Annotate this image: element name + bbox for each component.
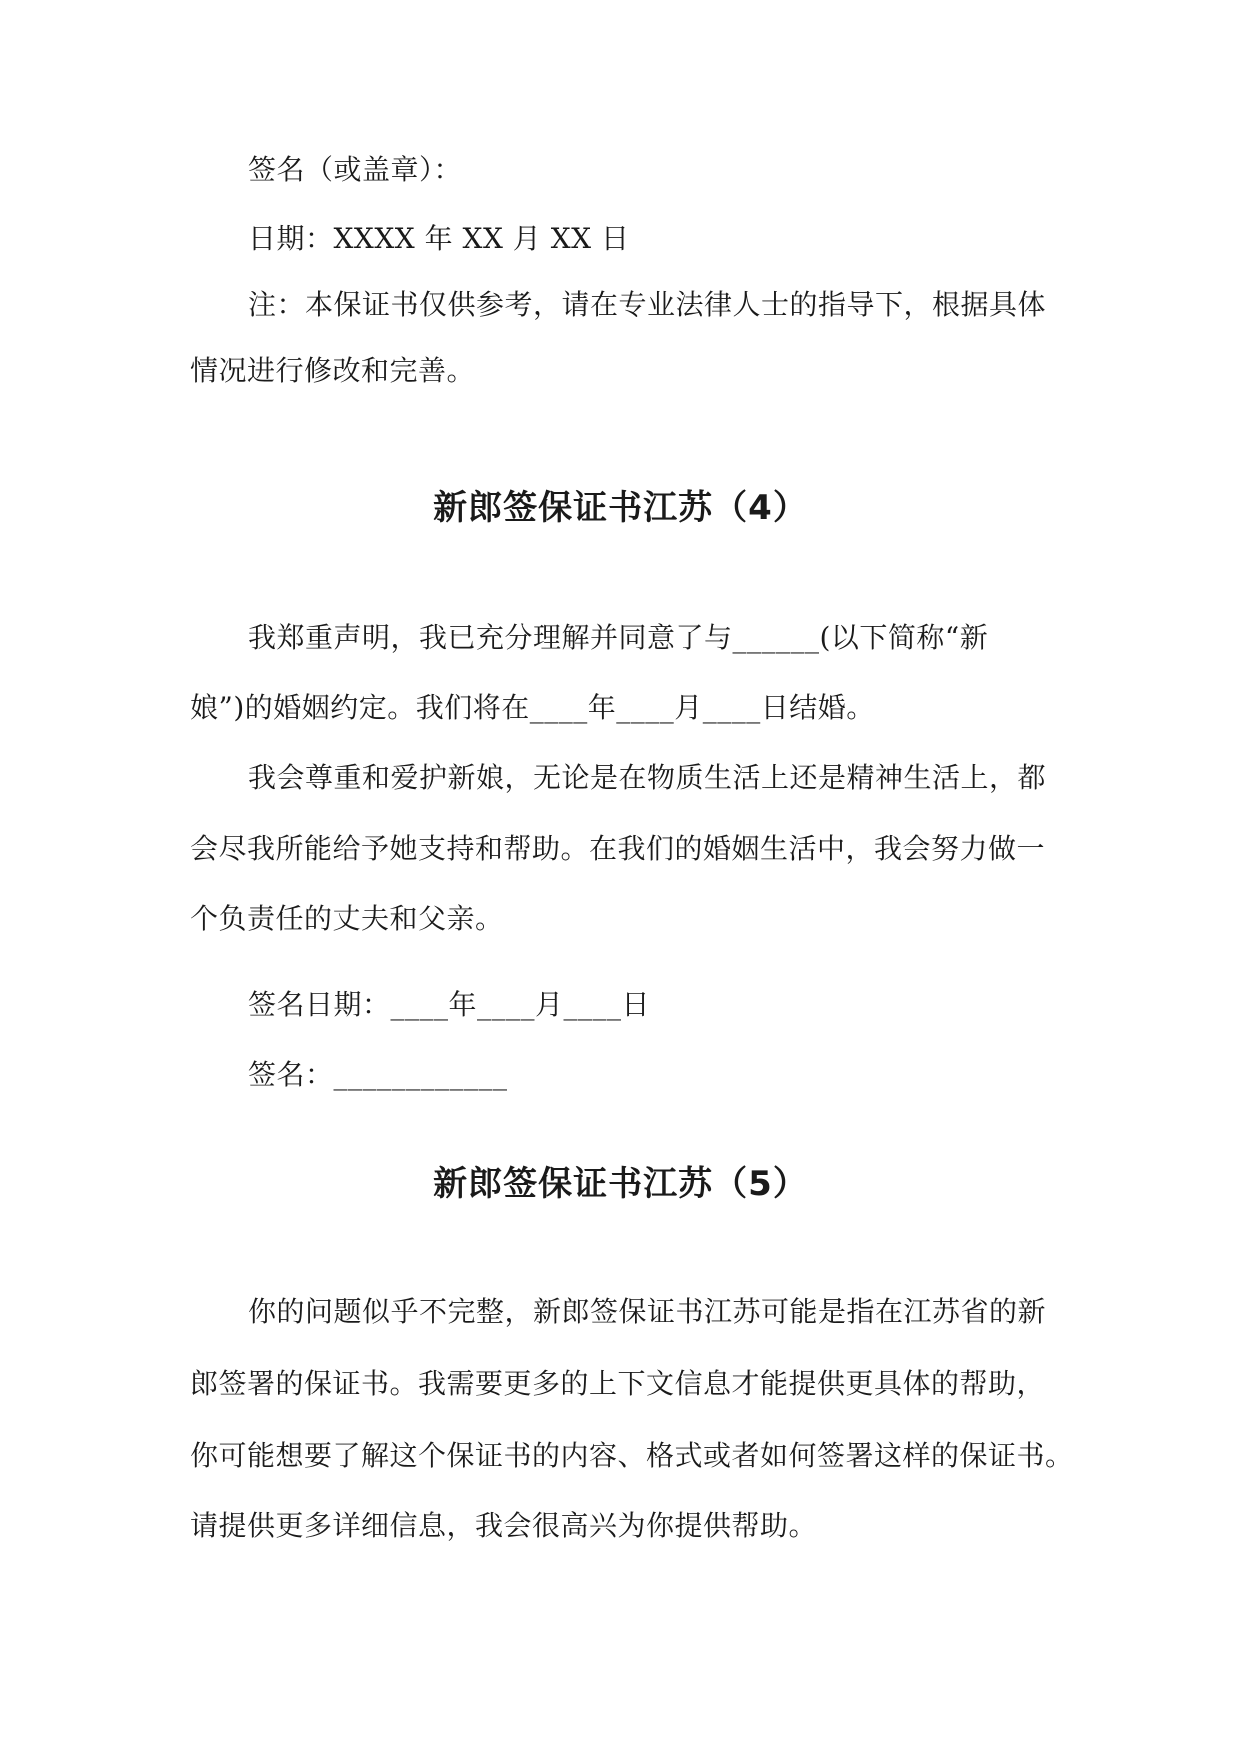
section-5-paragraph-line-2: 郎签署的保证书。我需要更多的上下文信息才能提供更具体的帮助，: [190, 1367, 1046, 1400]
section-5-paragraph-line-1: 你的问题似乎不完整，新郎签保证书江苏可能是指在江苏省的新: [248, 1295, 1047, 1328]
note-line-1: 注：本保证书仅供参考，请在专业法律人士的指导下，根据具体: [248, 288, 1047, 321]
section-5-paragraph-line-4: 请提供更多详细信息，我会很高兴为你提供帮助。: [190, 1509, 818, 1542]
section-4-paragraph-1-line-1: 我郑重声明，我已充分理解并同意了与______(以下简称“新: [248, 621, 989, 654]
section-4-paragraph-2-line-1: 我会尊重和爱护新娘，无论是在物质生活上还是精神生活上，都: [248, 761, 1047, 794]
section-4-paragraph-1-line-2: 娘”)的婚姻约定。我们将在____年____月____日结婚。: [190, 691, 875, 724]
section-5-paragraph-line-3: 你可能想要了解这个保证书的内容、格式或者如何签署这样的保证书。: [190, 1439, 1074, 1472]
section-4-paragraph-2-line-2: 会尽我所能给予她支持和帮助。在我们的婚姻生活中，我会努力做一: [190, 832, 1046, 865]
section-4-title: 新郎签保证书江苏（4）: [433, 488, 808, 528]
section-4-sign: 签名：____________: [248, 1058, 508, 1091]
date-line: 日期：XXXX 年 XX 月 XX 日: [248, 222, 630, 255]
section-4-paragraph-2-line-3: 个负责任的丈夫和父亲。: [190, 902, 504, 935]
section-5-title: 新郎签保证书江苏（5）: [433, 1164, 808, 1204]
note-line-2: 情况进行修改和完善。: [190, 354, 476, 387]
signature-line: 签名（或盖章）：: [248, 153, 463, 186]
section-4-sign-date: 签名日期：____年____月____日: [248, 988, 651, 1021]
